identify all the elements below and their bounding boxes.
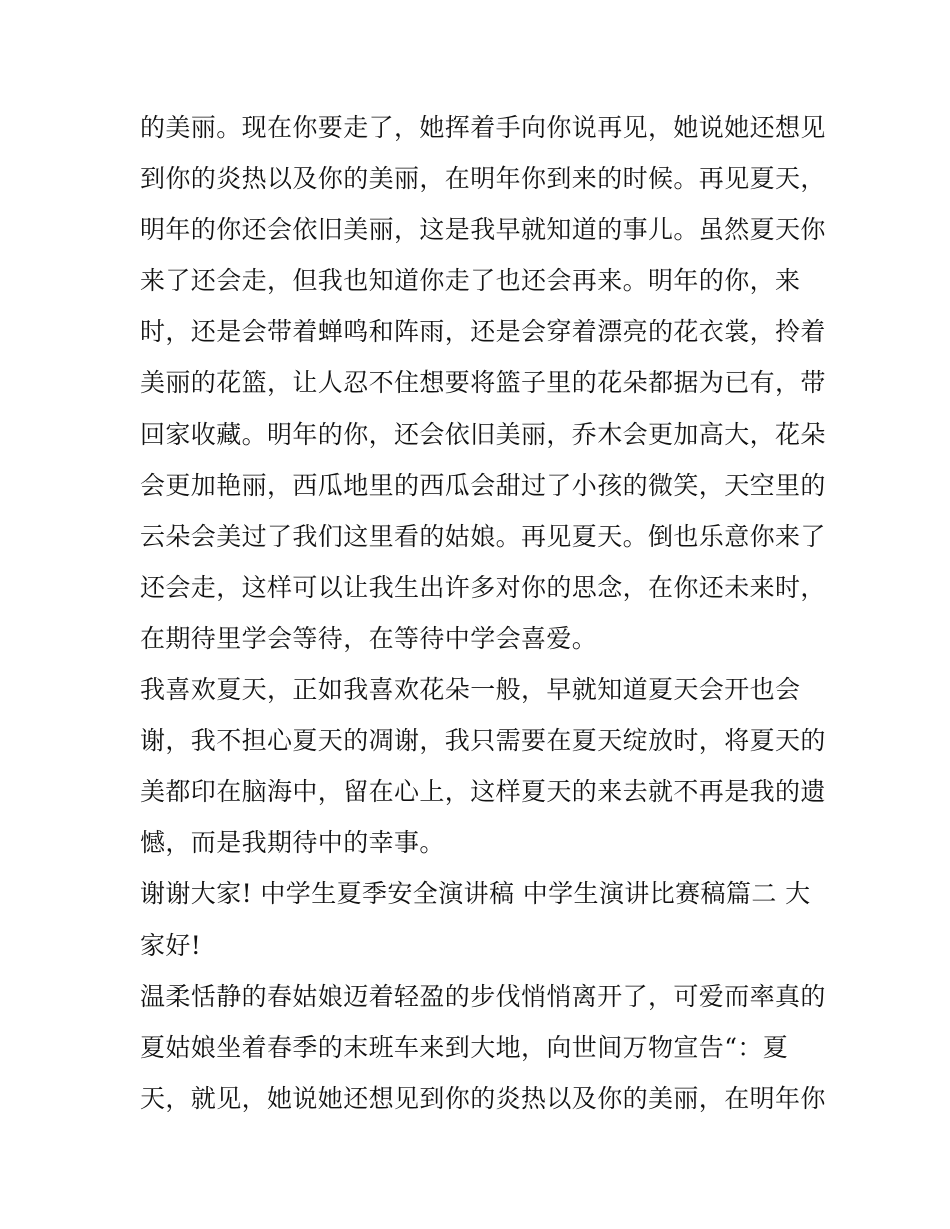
- text-line: 夏姑娘坐着春季的末班车来到大地，向世间万物宣告“：夏: [140, 1032, 789, 1062]
- body-text: [140, 102, 826, 1124]
- text-line: 憾，而是我期待中的幸事。: [140, 828, 445, 858]
- text-line: 家好!: [140, 930, 202, 960]
- text-line: 的美丽。现在你要走了，她挥着手向你说再见，她说她还想见: [140, 113, 826, 142]
- text-line: 明年的你还会依旧美丽，这是我早就知道的事儿。虽然夏天你: [140, 215, 826, 245]
- text-line: 会更加艳丽，西瓜地里的西瓜会甜过了小孩的微笑，天空里的: [140, 470, 826, 500]
- text-line: 回家收藏。明年的你，还会依旧美丽，乔木会更加高大，花朵: [140, 419, 826, 449]
- text-line: 美都印在脑海中，留在心上，这样夏天的来去就不再是我的遗: [140, 777, 826, 807]
- text-line: 美丽的花篮，让人忍不住想要将篮子里的花朵都据为已有，带: [140, 368, 826, 398]
- text-line: 我喜欢夏天，正如我喜欢花朵一般，早就知道夏天会开也会: [140, 675, 801, 705]
- text-line: 还会走，这样可以让我生出许多对你的思念，在你还未来时，: [140, 572, 826, 602]
- text-line: 时，还是会带着蝉鸣和阵雨，还是会穿着漂亮的花衣裳，拎着: [140, 317, 826, 347]
- text-line: 到你的炎热以及你的美丽，在明年你到来的时候。再见夏天，: [140, 164, 826, 194]
- text-line: 谢谢大家! 中学生夏季安全演讲稿 中学生演讲比赛稿篇二 大: [140, 879, 811, 909]
- text-line: 天，就见，她说她还想见到你的炎热以及你的美丽，在明年你: [140, 1083, 826, 1113]
- text-line: 谢，我不担心夏天的凋谢，我只需要在夏天绽放时，将夏天的: [140, 726, 826, 756]
- text-line: 云朵会美过了我们这里看的姑娘。再见夏天。倒也乐意你来了: [140, 521, 826, 551]
- text-line: 温柔恬静的春姑娘迈着轻盈的步伐悄悄离开了，可爱而率真的: [140, 981, 826, 1011]
- text-line: 来了还会走，但我也知道你走了也还会再来。明年的你，来: [140, 266, 801, 296]
- text-line: 在期待里学会等待，在等待中学会喜爱。: [140, 623, 598, 653]
